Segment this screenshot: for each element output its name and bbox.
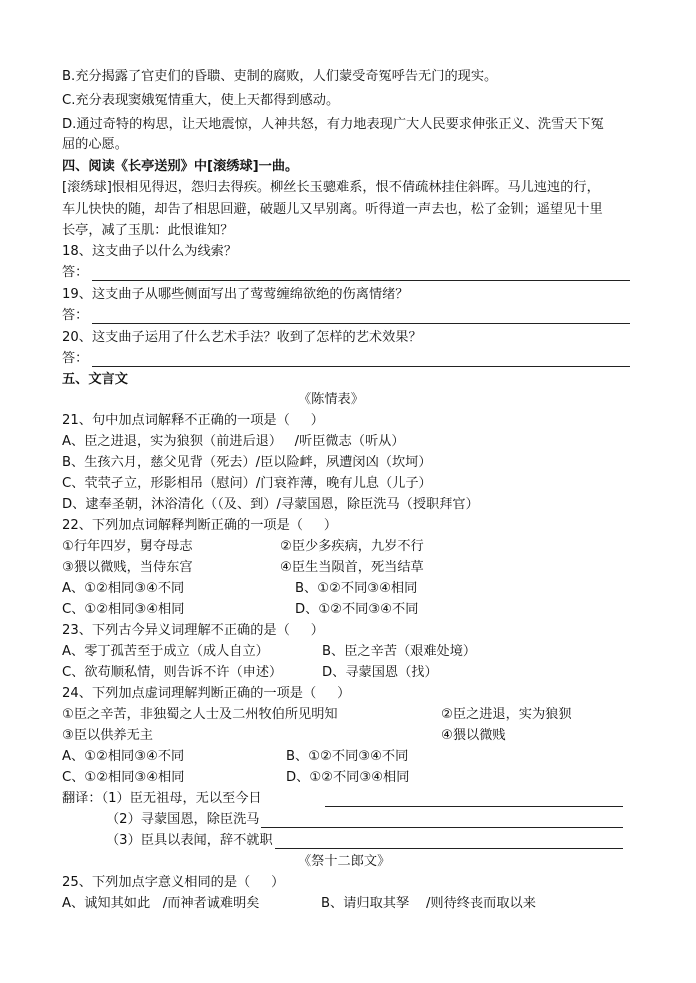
poem-line-3: 长亭，减了玉肌：此恨谁知？: [62, 223, 234, 238]
answer-19-label: 答：: [62, 308, 89, 323]
q24-item-3: ③臣以供养无主: [62, 728, 153, 743]
question-24: 24、下列加点虚词理解判断正确的一项是（ ）: [62, 686, 351, 701]
question-20: 20、这支曲子运用了什么艺术手法？收到了怎样的艺术效果？: [62, 330, 422, 345]
text-title-jishierlangwen: 《祭十二郎文》: [298, 854, 391, 869]
answer-20-label: 答：: [62, 351, 89, 366]
translation-item-1: 翻译：（1）臣无祖母，无以至今日: [62, 791, 262, 806]
q25-option-a: A、诚知其如此 /而神者诚难明矣: [62, 896, 260, 911]
q24-option-d: D、①②不同③④相同: [286, 770, 410, 785]
option-d-text-cont: 屈的心愿。: [62, 137, 128, 152]
q23-option-a: A、零丁孤苦至于成立（成人自立）: [62, 644, 269, 659]
answer-19-line[interactable]: [92, 323, 630, 324]
translation-item-3: （3）臣具以表闻，辞不就职: [106, 833, 273, 848]
option-b-text: B.充分揭露了官吏们的昏聩、吏制的腐败，人们蒙受奇冤呼告无门的现实。: [62, 69, 498, 84]
section-four-heading: 四、阅读《长亭送别》中[滚绣球]一曲。: [62, 159, 299, 174]
question-22: 22、下列加点词解释判断正确的一项是（ ）: [62, 518, 338, 533]
q24-item-4: ④猥以微贱: [441, 728, 506, 743]
answer-18-line[interactable]: [92, 280, 630, 281]
translation-2-line[interactable]: [261, 827, 623, 828]
question-25: 25、下列加点字意义相同的是（ ）: [62, 875, 285, 890]
q24-item-2: ②臣之进退，实为狼狈: [441, 707, 572, 722]
q23-option-c: C、欲苟顺私情，则告诉不许（申述）: [62, 665, 283, 680]
q22-option-a: A、①②相同③④不同: [62, 581, 185, 596]
q25-option-b: B、请归取其孥 /则待终丧而取以来: [321, 896, 536, 911]
q22-item-4: ④臣生当陨首，死当结草: [280, 560, 424, 575]
question-23: 23、下列古今异义词理解不正确的是（ ）: [62, 623, 324, 638]
translation-1-line[interactable]: [325, 806, 623, 807]
q21-option-c: C、茕茕孑立，形影相吊（慰问）/门衰祚薄，晚有儿息（儿子）: [62, 476, 432, 491]
q24-option-a: A、①②相同③④不同: [62, 749, 185, 764]
q21-option-d: D、逮奉圣朝，沐浴清化（（及、到）/寻蒙国恩，除臣洗马（授职拜官）: [62, 497, 479, 512]
translation-item-2: （2）寻蒙国恩，除臣洗马: [106, 812, 260, 827]
answer-20-line[interactable]: [92, 366, 630, 367]
q21-option-b: B、生孩六月，慈父见背（死去）/臣以险衅，夙遭闵凶（坎坷）: [62, 455, 432, 470]
option-c-text: C.充分表现窦娥冤情重大，使上天都得到感动。: [62, 93, 340, 108]
q22-option-b: B、①②不同③④相同: [295, 581, 418, 596]
question-18: 18、这支曲子以什么为线索？: [62, 244, 238, 259]
q22-option-d: D、①②不同③④不同: [295, 602, 419, 617]
q23-option-b: B、臣之辛苦（艰难处境）: [322, 644, 477, 659]
poem-line-1: [滚绣球]恨相见得迟，怨归去得疾。柳丝长玉骢难系，恨不倩疏林挂住斜晖。马儿迍迍的行，: [62, 180, 600, 195]
q24-item-1: ①臣之辛苦，非独蜀之人士及二州牧伯所见明知: [62, 707, 338, 722]
q21-option-a: A、臣之进退，实为狼狈（前进后退） /听臣微志（听从）: [62, 434, 405, 449]
q22-option-c: C、①②相同③④相同: [62, 602, 185, 617]
answer-18-label: 答：: [62, 265, 89, 280]
q24-option-b: B、①②不同③④不同: [286, 749, 409, 764]
option-d-text: D.通过奇特的构思，让天地震惊，人神共怒，有力地表现广大人民要求伸张正义、洗雪天下冤: [62, 117, 604, 132]
q22-item-2: ②臣少多疾病，九岁不行: [280, 539, 424, 554]
question-21: 21、句中加点词解释不正确的一项是（ ）: [62, 413, 324, 428]
poem-line-2: 车儿快快的随，却告了相思回避，破题儿又早别离。听得道一声去也，松了金钏；遥望见十里: [62, 202, 603, 217]
q22-item-3: ③猥以微贱，当侍东宫: [62, 560, 193, 575]
q22-item-1: ①行年四岁，舅夺母志: [62, 539, 193, 554]
q24-option-c: C、①②相同③④相同: [62, 770, 185, 785]
text-title-chenqingbiao: 《陈情表》: [298, 392, 364, 407]
section-five-heading: 五、文言文: [62, 372, 128, 387]
question-19: 19、这支曲子从哪些侧面写出了莺莺缠绵欲绝的伤离情绪？: [62, 287, 409, 302]
translation-3-line[interactable]: [275, 848, 623, 849]
q23-option-d: D、寻蒙国恩（找）: [322, 665, 438, 680]
